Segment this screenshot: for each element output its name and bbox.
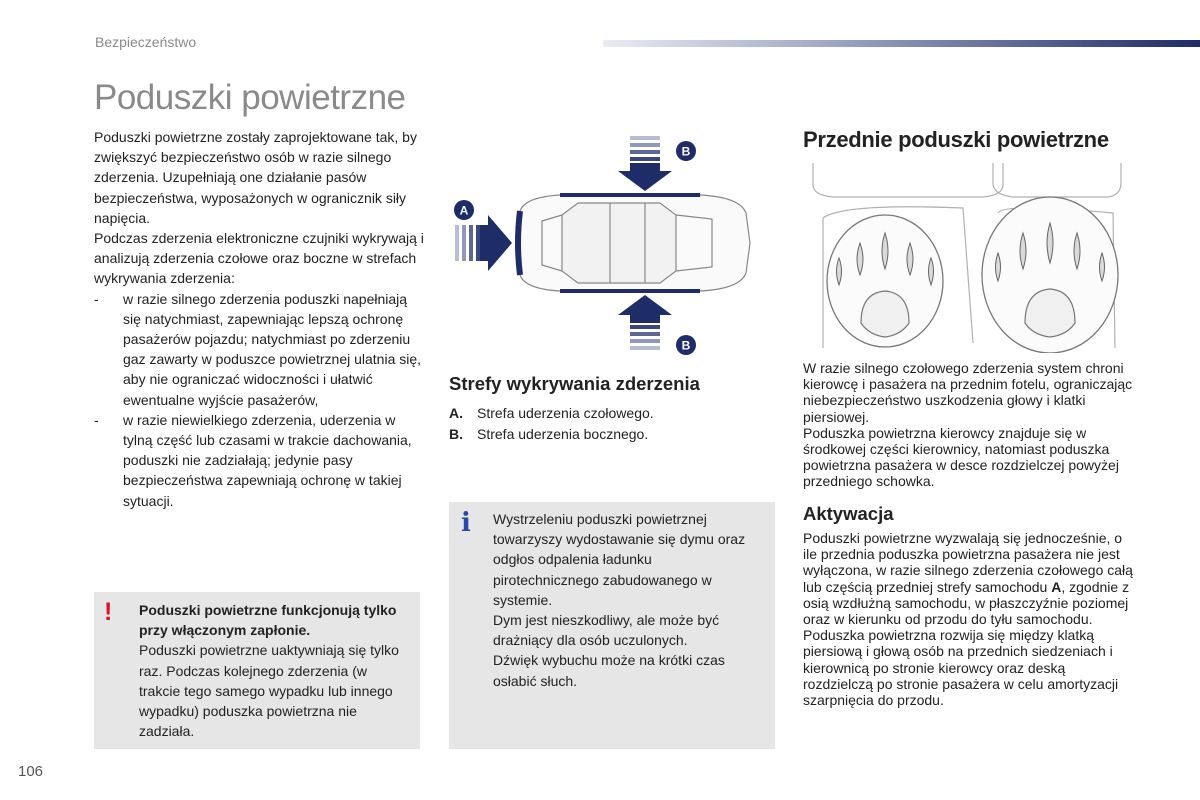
legend-row — [449, 403, 654, 424]
bullet-text: w razie niewielkiego zderzenia, uderzenia w tylną część lub czasami w trakcie dachowania, poduszki nie zadziałają; jedynie pasy bezpieczeństwa zapewniają ochronę w takiej sytuacji. — [123, 411, 412, 509]
warning-bold-text: Poduszki powietrzne funkcjonują tylko przy włączonym zapłonie. — [139, 602, 397, 639]
label-a: A — [459, 203, 469, 218]
page-title: Poduszki powietrzne — [94, 78, 406, 117]
list-item — [94, 410, 424, 511]
arrow-b-top-icon — [618, 136, 672, 191]
legend-key: A. — [449, 405, 463, 421]
activation-text-part-2: , zgodnie z osią wzdłużną samochodu, w płaszczyźnie poziomej oraz w kierunku od przodu do tyłu samochodu. — [803, 578, 1130, 628]
label-b-top: B — [681, 144, 691, 159]
activation-paragraph-1 — [803, 530, 1133, 627]
section-label: Bezpieczeństwo — [95, 34, 197, 50]
info-paragraph-1: Wystrzeleniu poduszki powietrznej towarzyszy wydostawanie się dymu oraz odgłos odpalenia ładunku pirotechnicznego zabudowanego w systemie. — [493, 511, 746, 608]
warning-icon: ! — [104, 598, 113, 626]
info-paragraph-2: Dym jest nieszkodliwy, ale może być drażniący dla osób uczulonych. — [493, 612, 720, 649]
front-zone-highlight — [518, 211, 520, 275]
activation-title: Aktywacja — [803, 503, 894, 524]
intro-paragraph-1: Poduszki powietrzne zostały zaprojektowane tak, by zwiększyć bezpieczeństwo osób w razie silnego zderzenia. Uzupełniają one działanie pasów bezpieczeństwa, wyposażonych w ogranicznik siły napięcia. — [94, 129, 417, 226]
arrow-b-bottom-icon — [618, 295, 672, 350]
front-airbags-text — [803, 360, 1133, 490]
info-text — [493, 509, 761, 691]
bullet-dash: - — [94, 411, 99, 428]
header-bar — [603, 40, 1200, 47]
passenger-airbag-icon — [982, 197, 1118, 353]
intro-paragraph-2: Podczas zderzenia elektroniczne czujniki wykrywają i analizują zderzenia czołowe oraz boczne w strefach wykrywania zderzenia: — [94, 230, 424, 287]
car-zones-diagram — [450, 133, 760, 363]
page-number: 106 — [18, 763, 44, 780]
front-paragraph-1: W razie silnego czołowego zderzenia system chroni kierowcę i pasażera na przednim fotelu, ograniczając niebezpieczeństwo uszkodzenia głowy i klatki piersiowej. — [803, 360, 1133, 425]
legend-key: B. — [449, 426, 463, 442]
label-b-bottom-badge — [676, 335, 696, 355]
label-b-bottom: B — [681, 338, 691, 353]
bullet-dash: - — [94, 290, 99, 307]
activation-paragraph-2: Poduszka powietrzna rozwija się między klatką piersiową i głową osób na przednich siedzeniach i kierownicą po stronie kierowcy oraz deską rozdzielczą po stronie pasażera w celu amortyzacji szarpnięcia do przodu. — [803, 627, 1119, 709]
legend-text: Strefa uderzenia bocznego. — [477, 426, 649, 442]
intro-text — [94, 127, 424, 511]
front-paragraph-2: Poduszka powietrzna kierowcy znajduje się w środkowej części kierownicy, natomiast poduszka powietrzna pasażera w desce rozdzielczej powyżej przedniego schowka. — [803, 424, 1119, 490]
warning-body-text: Poduszki powietrzne uaktywniają się tylko raz. Podczas kolejnego zderzenia (w trakcie tego samego wypadku lub innego wypadku) poduszka powietrzna nie zadziała. — [139, 642, 399, 740]
bullet-text: w razie silnego zderzenia poduszki napełniają się natychmiast, zapewniając lepszą ochronę pasażerów pojazdu; natychmiast po zderzeniu gaz zawarty w poduszce powietrznej ulatnia się, aby nie ograniczać widoczności i ułatwić ewentualne wyjście pasażerów, — [123, 290, 422, 408]
activation-zone-letter: A — [1051, 578, 1062, 595]
arrow-a-icon — [455, 215, 512, 271]
label-a-badge — [454, 200, 474, 220]
zones-title: Strefy wykrywania zderzenia — [449, 373, 700, 394]
info-paragraph-3: Dźwięk wybuchu może na krótki czas osłabić słuch. — [493, 652, 725, 689]
car-outline — [518, 195, 750, 291]
intro-bullet-list — [94, 289, 424, 511]
activation-text-part-1: Poduszki powietrzne wyzwalają się jednocześnie, o ile przednia poduszka powietrzna pasażera nie jest wyłączona, w razie silnego zderzenia czołowego całą lub częścią przedniej strefy samochodu — [803, 530, 1133, 595]
activation-text — [803, 530, 1133, 708]
driver-airbag-icon — [827, 215, 943, 347]
info-icon: i — [461, 508, 471, 538]
warning-text — [139, 600, 409, 741]
zones-legend — [449, 403, 654, 445]
legend-row — [449, 424, 654, 445]
label-b-top-badge — [676, 141, 696, 161]
front-airbags-illustration — [803, 163, 1123, 353]
list-item — [94, 289, 424, 410]
legend-text: Strefa uderzenia czołowego. — [477, 405, 654, 421]
front-airbags-title: Przednie poduszki powietrzne — [803, 127, 1109, 152]
